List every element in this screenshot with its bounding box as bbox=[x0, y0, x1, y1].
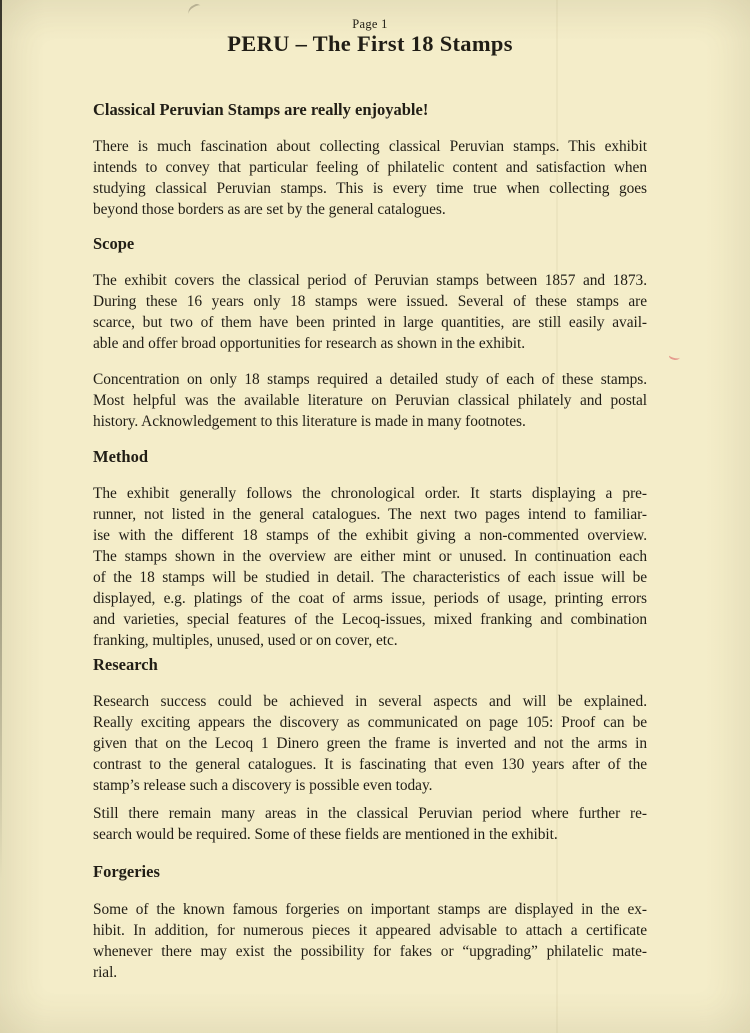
text-line: of the 18 stamps will be studied in detail. The characteristics of each issue will be bbox=[93, 569, 647, 586]
text-line: intends to convey that particular feeling of philatelic content and satisfaction when bbox=[93, 159, 647, 176]
text-line: There is much fascination about collecting classical Peruvian stamps. This exhibit bbox=[93, 138, 647, 155]
text-line: Concentration on only 18 stamps required a detailed study of each of these stamps. bbox=[93, 371, 647, 388]
paragraph-intro bbox=[93, 136, 647, 220]
text-line: history. Acknowledgement to this literature is made in many footnotes. bbox=[93, 413, 526, 430]
text-line: Most helpful was the available literature on Peruvian classical philately and postal bbox=[93, 392, 647, 409]
scan-edge-shadow bbox=[0, 0, 2, 880]
section-heading-intro: Classical Peruvian Stamps are really enjoyable! bbox=[93, 100, 429, 119]
text-line: rial. bbox=[93, 964, 118, 981]
text-line: Still there remain many areas in the classical Peruvian period where further re- bbox=[93, 805, 647, 822]
text-line: search would be required. Some of these fields are mentioned in the exhibit. bbox=[93, 826, 558, 843]
text-line: displayed, e.g. platings of the coat of arms issue, periods of usage, printing errors bbox=[93, 590, 647, 607]
text-line: beyond those borders as are set by the general catalogues. bbox=[93, 201, 446, 218]
paragraph-research-2 bbox=[93, 803, 647, 845]
text-line: During these 16 years only 18 stamps were issued. Several of these stamps are bbox=[93, 293, 647, 310]
page-number: Page 1 bbox=[352, 17, 388, 31]
section-heading-research: Research bbox=[93, 655, 158, 674]
text-line: whenever there may exist the possibility for fakes or “upgrading” philatelic mate- bbox=[93, 943, 647, 960]
text-line: and varieties, special features of the Lecoq-issues, mixed franking and combination bbox=[93, 611, 647, 628]
section-heading-forgeries: Forgeries bbox=[93, 862, 160, 881]
section-heading-scope: Scope bbox=[93, 234, 135, 253]
text-line: stamp’s release such a discovery is possible even today. bbox=[93, 777, 433, 794]
text-line: ise with the different 18 stamps of the exhibit giving a non-commented overview. bbox=[93, 527, 647, 544]
paragraph-scope-2 bbox=[93, 369, 647, 432]
paragraph-research-1 bbox=[93, 691, 647, 796]
section-heading-method: Method bbox=[93, 447, 148, 466]
text-line: studying classical Peruvian stamps. This is every time true when collecting goes bbox=[93, 180, 647, 197]
text-line: scarce, but two of them have been printed in large quantities, are still easily avail- bbox=[93, 314, 647, 331]
text-line: able and offer broad opportunities for research as shown in the exhibit. bbox=[93, 335, 526, 352]
text-line: franking, multiples, unused, used or on cover, etc. bbox=[93, 632, 398, 649]
text-line: given that on the Lecoq 1 Dinero green the frame is inverted and not the arms in bbox=[93, 735, 647, 752]
paragraph-forgeries bbox=[93, 899, 647, 983]
text-line: The exhibit covers the classical period of Peruvian stamps between 1857 and 1873. bbox=[93, 272, 647, 289]
text-line: The exhibit generally follows the chronological order. It starts displaying a pre- bbox=[93, 485, 647, 502]
paragraph-scope-1 bbox=[93, 270, 647, 354]
pink-pen-mark bbox=[668, 351, 681, 361]
text-line: contrast to the general catalogues. It is fascinating that even 130 years after of the bbox=[93, 756, 647, 773]
page-content bbox=[93, 0, 647, 1033]
text-line: Some of the known famous forgeries on important stamps are displayed in the ex- bbox=[93, 901, 647, 918]
text-line: Really exciting appears the discovery as communicated on page 105: Proof can be bbox=[93, 714, 647, 731]
text-line: runner, not listed in the general catalogues. The next two pages intend to familiar- bbox=[93, 506, 647, 523]
text-line: Research success could be achieved in several aspects and will be explained. bbox=[93, 693, 647, 710]
paragraph-method bbox=[93, 483, 647, 651]
text-line: hibit. In addition, for numerous pieces it appeared advisable to attach a certificate bbox=[93, 922, 647, 939]
page-title: PERU – The First 18 Stamps bbox=[227, 31, 513, 56]
text-line: The stamps shown in the overview are either mint or unused. In continuation each bbox=[93, 548, 647, 565]
